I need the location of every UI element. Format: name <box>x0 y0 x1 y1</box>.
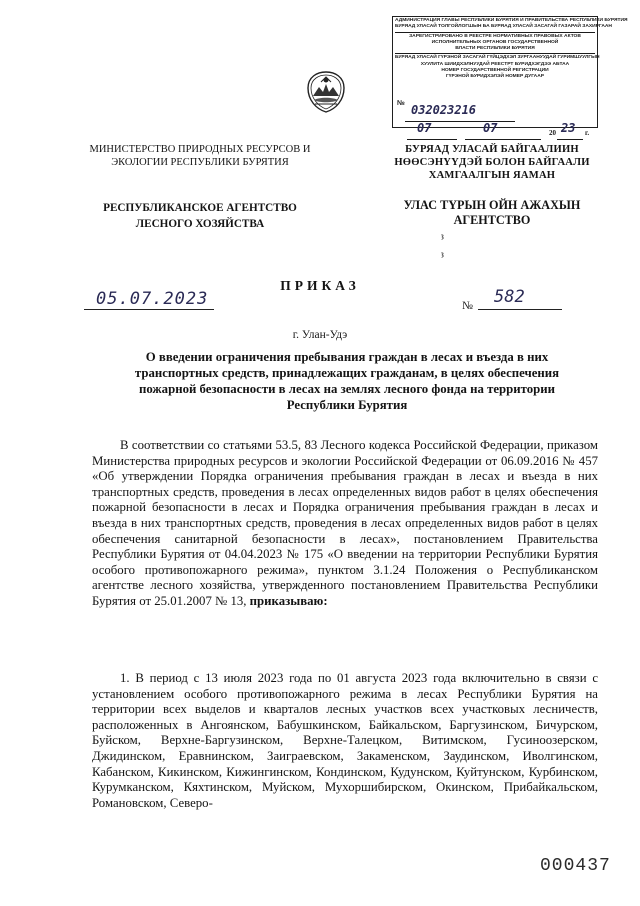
preamble-text: В соответствии со статьями 53.5, 83 Лесного кодекса Российской Федерации, приказом Министерства природных ресурсов и экологии Российской Федерации от 06.09.2016 № 457 «Об утверждении Порядка ограничения пребывания граждан в лесах и въезда в них транспортных средств, проведения в лесах определенных видов работ в целях обеспечения пожарной безопасности в лесах и Порядка ограничения пребывания граждан в лесах и въезда в них транспортных средств, проведения в лесах определенных видов работ в целях обеспечения санитарной безопасности в лесах», постановлением Правительства Республики Бурятия от 04.04.2023 № 175 «О введении на территории Республики Бурятия особого противопожарного режима», пунктом 3.1.24 Положения о Республиканском агентстве лесного хозяйства, утвержденного постановлением Правительства Республики Бурятия от 25.01.2007 № 13, <box>92 438 598 608</box>
order-city: г. Улан-Удэ <box>292 329 348 341</box>
stamp-month: 07 <box>483 121 498 135</box>
agency-name-bu: УЛАС ТҮРЫН ОЙН АЖАХЫН АГЕНТСТВО <box>403 198 581 227</box>
stamp-line: ГҮРЭНОЙ БУРИДХЭЛЭЙ НОМЕР ДУГААР <box>445 74 545 80</box>
coat-of-arms-icon <box>305 70 347 114</box>
preamble-decree-word: приказываю: <box>249 593 328 608</box>
stamp-year-underline <box>557 139 583 140</box>
ministry-name-ru: МИНИСТЕРСТВО ПРИРОДНЫХ РЕСУРСОВ И ЭКОЛОГИИ РЕСПУБЛИКИ БУРЯТИЯ <box>89 144 311 168</box>
stamp-day: 07 <box>417 121 432 135</box>
order-number-underline <box>478 309 562 310</box>
page-code: 000437 <box>540 856 611 876</box>
stamp-number-label: № <box>397 100 405 107</box>
clause-1-paragraph: 1. В период с 13 июля 2023 года по 01 августа 2023 года включительно в связи с установлением особого противопожарного режима в лесах Республики Бурятия на территории всех выделов и кварталов лесных участков всех участковых лесничеств, расположенных в Ангоянском, Бабушкинском, Байкальском, Баргузинском, Бичурском, Буйском, Верхне-Баргузинском, Верхне-Талецком, Витимском, Гусиноозерском, Джидинском, Еравнинском, Заиграевском, Закаменском, Заудинском, Иволгинском, Кабанском, Кикинском, Кижингинском, Кондинском, Кудунском, Куйтунском, Курбинском, Курумканском, Кяхтинском, Муйском, Мухоршибирском, Окинском, Прибайкальском, Романовском, Северо- <box>92 671 598 810</box>
stamp-divider <box>395 32 595 33</box>
order-heading: ПРИКАЗ <box>280 278 360 293</box>
stamp-line: ИСПОЛНИТЕЛЬНЫХ ОРГАНОВ ГОСУДАРСТВЕННОЙ <box>431 39 559 45</box>
stamp-year-suffix: г. <box>585 129 590 137</box>
stamp-line: БУРЯАД УЛАСАЙ ГҮРЭНОЙ ЗАСАГАЙ ГҮЙЦЭДХЭЛ ЗУРГААНУУДАЙ ГУРИМШУУЛГЫН <box>395 55 600 61</box>
stamp-reg-number: 032023216 <box>411 103 477 117</box>
stamp-line: АДМИНИСТРАЦИЯ ГЛАВЫ РЕСПУБЛИКИ БУРЯТИЯ И ПРАВИТЕЛЬСТВА РЕСПУБЛИКИ БУРЯТИЯ <box>395 18 628 23</box>
order-date-underline <box>84 309 214 310</box>
scan-speck: ȝ <box>441 250 444 258</box>
ministry-name-bu: БУРЯАД УЛАСАЙ БАЙГААЛИИН НӨӨСЭНҮҮДЭЙ БОЛОН БАЙГААЛИ ХАМГААЛГЫН ЯАМАН <box>394 144 590 181</box>
preamble-paragraph <box>92 438 598 610</box>
registration-stamp <box>392 16 628 137</box>
stamp-year-prefix: 20 <box>549 129 556 137</box>
order-number-label: № <box>462 300 473 312</box>
stamp-line: БУРЯАД УЛАСАЙ ТОЛГОЙЛОГШЫН БА БУРЯАД УЛАСАЙ ЗАСАГАЙ ГАЗАРАЙ ЗАХИРГААН <box>395 24 612 30</box>
stamp-month-underline <box>465 139 541 140</box>
scan-speck: ȝ <box>441 232 444 240</box>
stamp-day-underline <box>407 139 457 140</box>
stamp-line: ВЛАСТИ РЕСПУБЛИКИ БУРЯТИЯ <box>455 46 535 52</box>
agency-name-ru: РЕСПУБЛИКАНСКОЕ АГЕНТСТВО ЛЕСНОГО ХОЗЯЙСТВА <box>103 202 297 230</box>
stamp-line: ХУУЛИТА ШИИДХЭЛНУУДАЙ РЕЕСТРТ БУРИДХЭГДЭЭ АБТАА <box>420 61 570 67</box>
stamp-line: ЗАРЕГИСТРИРОВАНО В РЕЕСТРЕ НОРМАТИВНЫХ ПРАВОВЫХ АКТОВ <box>409 33 581 39</box>
order-title: О введении ограничения пребывания граждан в лесах и въезда в них транспортных средств, принадлежащих гражданам, в целях обеспечения пожарной безопасности в лесах на землях лесного фонда на территории Республики Бурятия <box>134 350 560 412</box>
order-number: 582 <box>494 287 525 307</box>
order-date: 05.07.2023 <box>96 289 209 309</box>
stamp-line: НОМЕР ГОСУДАРСТВЕННОЙ РЕГИСТРАЦИИ <box>441 68 549 74</box>
stamp-year: 23 <box>561 121 576 135</box>
